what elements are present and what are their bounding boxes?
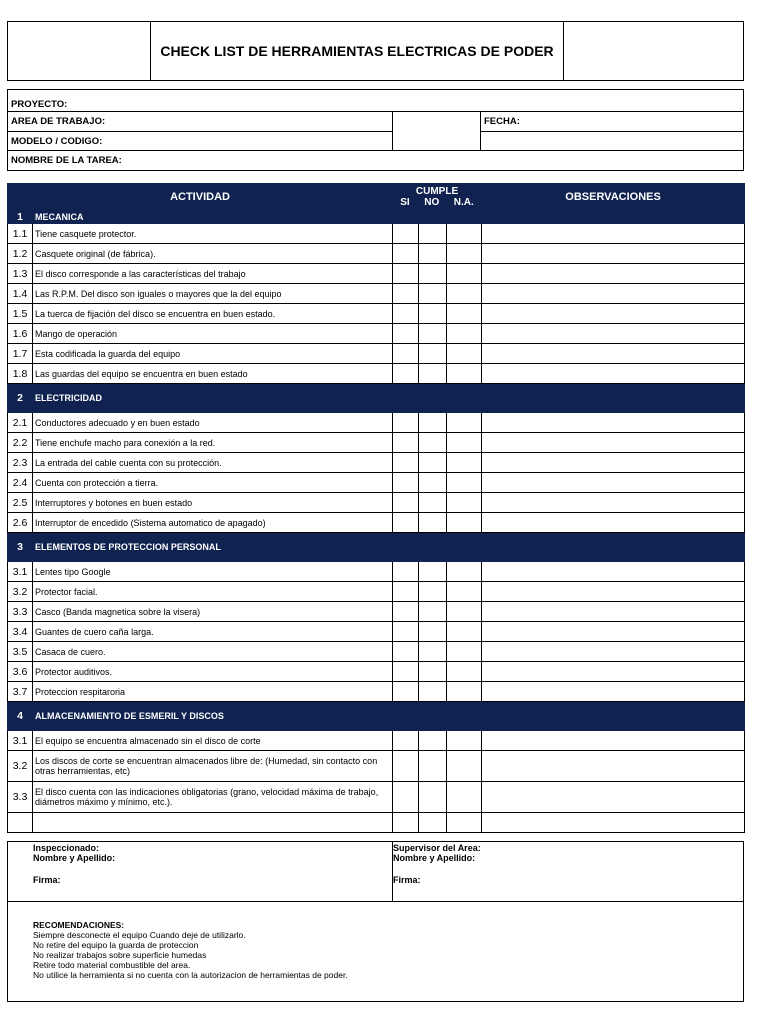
table-row (8, 493, 745, 513)
col-no: NO (424, 196, 440, 208)
section-number: 3 (8, 533, 33, 562)
item-number: 3.4 (8, 622, 33, 642)
inspected-label: Inspeccionado: (33, 843, 100, 853)
no-cell[interactable] (419, 344, 447, 364)
si-cell[interactable] (393, 782, 419, 813)
item-number: 3.1 (8, 562, 33, 582)
item-activity: Casco (Banda magnetica sobre la visera) (33, 602, 393, 622)
na-cell[interactable] (447, 751, 482, 782)
na-cell[interactable] (447, 642, 482, 662)
table-row (8, 413, 745, 433)
item-activity: El disco corresponde a las características del trabajo (33, 264, 393, 284)
si-cell[interactable] (393, 622, 419, 642)
si-cell[interactable] (393, 562, 419, 582)
page-title: CHECK LIST DE HERRAMIENTAS ELECTRICAS DE PODER (150, 21, 564, 81)
col-observaciones: OBSERVACIONES (482, 184, 745, 210)
item-activity: Tiene casquete protector. (33, 224, 393, 244)
si-cell[interactable] (393, 264, 419, 284)
si-cell[interactable] (393, 602, 419, 622)
item-activity: La tuerca de fijación del disco se encuentra en buen estado. (33, 304, 393, 324)
observaciones-cell[interactable] (482, 562, 745, 582)
item-activity: Cuenta con protección a tierra. (33, 473, 393, 493)
observaciones-cell[interactable] (482, 473, 745, 493)
observaciones-cell[interactable] (482, 304, 745, 324)
item-number: 3.3 (8, 602, 33, 622)
si-cell[interactable] (393, 473, 419, 493)
na-cell[interactable] (447, 324, 482, 344)
no-cell[interactable] (419, 813, 447, 833)
na-cell[interactable] (447, 562, 482, 582)
no-cell[interactable] (419, 413, 447, 433)
modelo-label: MODELO / CODIGO: (11, 135, 103, 147)
na-cell[interactable] (447, 622, 482, 642)
na-cell[interactable] (447, 782, 482, 813)
no-cell[interactable] (419, 244, 447, 264)
si-cell[interactable] (393, 642, 419, 662)
item-number: 2.2 (8, 433, 33, 453)
no-cell[interactable] (419, 284, 447, 304)
item-activity: Proteccion respitaroria (33, 682, 393, 702)
item-activity: Guantes de cuero caña larga. (33, 622, 393, 642)
recommendation-line: No utilice la herramienta si no cuenta con la autorizacion de herramientas de poder. (33, 970, 348, 980)
observaciones-cell[interactable] (482, 324, 745, 344)
col-si: SI (400, 196, 410, 208)
info-right-blank (480, 131, 744, 151)
item-activity: Protector auditivos. (33, 662, 393, 682)
na-cell[interactable] (447, 244, 482, 264)
na-cell[interactable] (447, 413, 482, 433)
item-number: 3.1 (8, 731, 33, 751)
si-cell[interactable] (393, 224, 419, 244)
item-number: 2.5 (8, 493, 33, 513)
na-cell[interactable] (447, 662, 482, 682)
section-row (8, 210, 745, 224)
item-number: 3.2 (8, 751, 33, 782)
table-row (8, 782, 745, 813)
na-cell[interactable] (447, 682, 482, 702)
item-activity: El disco cuenta con las indicaciones obligatorias (grano, velocidad máxima de trabajo, diámetros máximo y mínimo, etc.). (33, 782, 393, 813)
item-number: 2.1 (8, 413, 33, 433)
na-cell[interactable] (447, 433, 482, 453)
no-cell[interactable] (419, 304, 447, 324)
table-header-row (8, 184, 745, 210)
table-row (8, 364, 745, 384)
table-row (8, 662, 745, 682)
si-cell[interactable] (393, 324, 419, 344)
si-cell[interactable] (393, 344, 419, 364)
observaciones-cell[interactable] (482, 284, 745, 304)
info-blank-box (392, 111, 481, 151)
inspector-block (33, 843, 383, 885)
observaciones-cell[interactable] (482, 602, 745, 622)
col-actividad: ACTIVIDAD (8, 184, 393, 210)
header-logo-box (7, 21, 151, 81)
recommendations-text (33, 920, 733, 980)
section-number: 1 (8, 210, 33, 224)
observaciones-cell[interactable] (482, 642, 745, 662)
recommendations-title: RECOMENDACIONES: (33, 920, 125, 930)
no-cell[interactable] (419, 433, 447, 453)
item-number: 2.6 (8, 513, 33, 533)
recommendation-line: No realizar trabajos sobre superficie humedas (33, 950, 207, 960)
table-row (8, 562, 745, 582)
item-number: 1.3 (8, 264, 33, 284)
table-row (8, 622, 745, 642)
table-row (8, 731, 745, 751)
table-row (8, 224, 745, 244)
table-row (8, 682, 745, 702)
table-row (8, 264, 745, 284)
header-code-box (563, 21, 744, 81)
no-cell[interactable] (419, 682, 447, 702)
item-number (8, 813, 33, 833)
section-title: ALMACENAMIENTO DE ESMERIL Y DISCOS (33, 702, 745, 731)
section-row (8, 384, 745, 413)
table-row (8, 324, 745, 344)
recommendation-line: Siempre desconecte el equipo Cuando deje de utilizarlo. (33, 930, 246, 940)
item-number: 1.5 (8, 304, 33, 324)
observaciones-cell[interactable] (482, 493, 745, 513)
item-activity: Los discos de corte se encuentran almacenados libre de: (Humedad, sin contacto con otras herramientas, etc) (33, 751, 393, 782)
area-field[interactable] (7, 111, 393, 132)
item-activity: Interruptores y botones en buen estado (33, 493, 393, 513)
supervisor-name-field[interactable]: Nombre y Apellido: (393, 853, 476, 863)
si-cell[interactable] (393, 662, 419, 682)
table-row (8, 453, 745, 473)
proyecto-field[interactable] (7, 89, 744, 112)
item-number: 3.2 (8, 582, 33, 602)
no-cell[interactable] (419, 264, 447, 284)
no-cell[interactable] (419, 562, 447, 582)
table-row (8, 284, 745, 304)
proyecto-label: PROYECTO: (11, 99, 68, 110)
si-cell[interactable] (393, 244, 419, 264)
na-cell[interactable] (447, 264, 482, 284)
no-cell[interactable] (419, 513, 447, 533)
col-cumple (393, 184, 482, 210)
item-activity: La entrada del cable cuenta con su protección. (33, 453, 393, 473)
observaciones-cell[interactable] (482, 453, 745, 473)
no-cell[interactable] (419, 602, 447, 622)
item-number: 2.4 (8, 473, 33, 493)
si-cell[interactable] (393, 304, 419, 324)
observaciones-cell[interactable] (482, 682, 745, 702)
checklist-table (7, 183, 745, 833)
si-cell[interactable] (393, 813, 419, 833)
item-activity: Las R.P.M. Del disco son iguales o mayores que la del equipo (33, 284, 393, 304)
tarea-field[interactable] (7, 150, 744, 171)
supervisor-label: Supervisor del Area: (393, 843, 481, 853)
section-title: ELECTRICIDAD (33, 384, 745, 413)
item-number: 2.3 (8, 453, 33, 473)
item-activity: Las guardas del equipo se encuentra en buen estado (33, 364, 393, 384)
col-na: N.A. (453, 196, 474, 208)
si-cell[interactable] (393, 751, 419, 782)
section-number: 2 (8, 384, 33, 413)
table-row (8, 244, 745, 264)
no-cell[interactable] (419, 453, 447, 473)
section-row (8, 702, 745, 731)
observaciones-cell[interactable] (482, 622, 745, 642)
na-cell[interactable] (447, 284, 482, 304)
item-activity: Tiene enchufe macho para conexión a la red. (33, 433, 393, 453)
na-cell[interactable] (447, 304, 482, 324)
si-cell[interactable] (393, 731, 419, 751)
item-activity (33, 813, 393, 833)
table-row (8, 513, 745, 533)
si-cell[interactable] (393, 493, 419, 513)
si-cell[interactable] (393, 453, 419, 473)
no-cell[interactable] (419, 364, 447, 384)
recommendation-line: No retire del equipo la guarda de proteccion (33, 940, 199, 950)
observaciones-cell[interactable] (482, 782, 745, 813)
no-cell[interactable] (419, 324, 447, 344)
table-row (8, 304, 745, 324)
observaciones-cell[interactable] (482, 513, 745, 533)
item-activity: El equipo se encuentra almacenado sin el disco de corte (33, 731, 393, 751)
recommendation-line: Retire todo material combustible del area. (33, 960, 191, 970)
item-number: 1.4 (8, 284, 33, 304)
item-activity: Casaca de cuero. (33, 642, 393, 662)
table-row (8, 751, 745, 782)
no-cell[interactable] (419, 662, 447, 682)
observaciones-cell[interactable] (482, 413, 745, 433)
no-cell[interactable] (419, 473, 447, 493)
na-cell[interactable] (447, 344, 482, 364)
observaciones-cell[interactable] (482, 731, 745, 751)
na-cell[interactable] (447, 473, 482, 493)
item-activity: Conductores adecuado y en buen estado (33, 413, 393, 433)
si-cell[interactable] (393, 284, 419, 304)
no-cell[interactable] (419, 622, 447, 642)
table-row (8, 642, 745, 662)
supervisor-firma-field[interactable]: Firma: (393, 875, 421, 885)
item-number: 3.5 (8, 642, 33, 662)
no-cell[interactable] (419, 731, 447, 751)
section-number: 4 (8, 702, 33, 731)
si-cell[interactable] (393, 433, 419, 453)
item-activity: Esta codificada la guarda del equipo (33, 344, 393, 364)
na-cell[interactable] (447, 602, 482, 622)
na-cell[interactable] (447, 582, 482, 602)
inspector-name-field[interactable]: Nombre y Apellido: (33, 853, 116, 863)
item-activity: Protector facial. (33, 582, 393, 602)
col-cumple-label: CUMPLE (415, 185, 459, 197)
table-row (8, 582, 745, 602)
si-cell[interactable] (393, 413, 419, 433)
na-cell[interactable] (447, 453, 482, 473)
si-cell[interactable] (393, 582, 419, 602)
item-number: 1.8 (8, 364, 33, 384)
tarea-label: NOMBRE DE LA TAREA: (11, 155, 122, 166)
table-row (8, 473, 745, 493)
si-cell[interactable] (393, 682, 419, 702)
observaciones-cell[interactable] (482, 751, 745, 782)
empty-row (8, 813, 745, 833)
section-row (8, 533, 745, 562)
item-number: 3.3 (8, 782, 33, 813)
observaciones-cell[interactable] (482, 224, 745, 244)
item-activity: Casquete original (de fábrica). (33, 244, 393, 264)
item-number: 1.1 (8, 224, 33, 244)
table-row (8, 602, 745, 622)
supervisor-block (393, 843, 733, 885)
item-number: 3.6 (8, 662, 33, 682)
modelo-field[interactable] (7, 131, 393, 151)
item-number: 1.7 (8, 344, 33, 364)
no-cell[interactable] (419, 782, 447, 813)
observaciones-cell[interactable] (482, 813, 745, 833)
item-activity: Interruptor de encedido (Sistema automatico de apagado) (33, 513, 393, 533)
na-cell[interactable] (447, 813, 482, 833)
observaciones-cell[interactable] (482, 244, 745, 264)
na-cell[interactable] (447, 364, 482, 384)
observaciones-cell[interactable] (482, 433, 745, 453)
na-cell[interactable] (447, 493, 482, 513)
observaciones-cell[interactable] (482, 344, 745, 364)
observaciones-cell[interactable] (482, 364, 745, 384)
table-row (8, 344, 745, 364)
si-cell[interactable] (393, 513, 419, 533)
no-cell[interactable] (419, 582, 447, 602)
section-title: MECANICA (33, 210, 745, 224)
area-label: AREA DE TRABAJO: (11, 116, 106, 127)
no-cell[interactable] (419, 493, 447, 513)
observaciones-cell[interactable] (482, 264, 745, 284)
item-number: 1.6 (8, 324, 33, 344)
na-cell[interactable] (447, 731, 482, 751)
item-number: 1.2 (8, 244, 33, 264)
inspector-firma-field[interactable]: Firma: (33, 875, 61, 885)
item-activity: Lentes tipo Google (33, 562, 393, 582)
item-activity: Mango de operación (33, 324, 393, 344)
na-cell[interactable] (447, 224, 482, 244)
fecha-field[interactable] (480, 111, 744, 132)
fecha-label: FECHA: (484, 116, 520, 127)
observaciones-cell[interactable] (482, 662, 745, 682)
item-number: 3.7 (8, 682, 33, 702)
observaciones-cell[interactable] (482, 582, 745, 602)
na-cell[interactable] (447, 513, 482, 533)
table-row (8, 433, 745, 453)
si-cell[interactable] (393, 364, 419, 384)
section-title: ELEMENTOS DE PROTECCION PERSONAL (33, 533, 745, 562)
no-cell[interactable] (419, 642, 447, 662)
no-cell[interactable] (419, 224, 447, 244)
no-cell[interactable] (419, 751, 447, 782)
